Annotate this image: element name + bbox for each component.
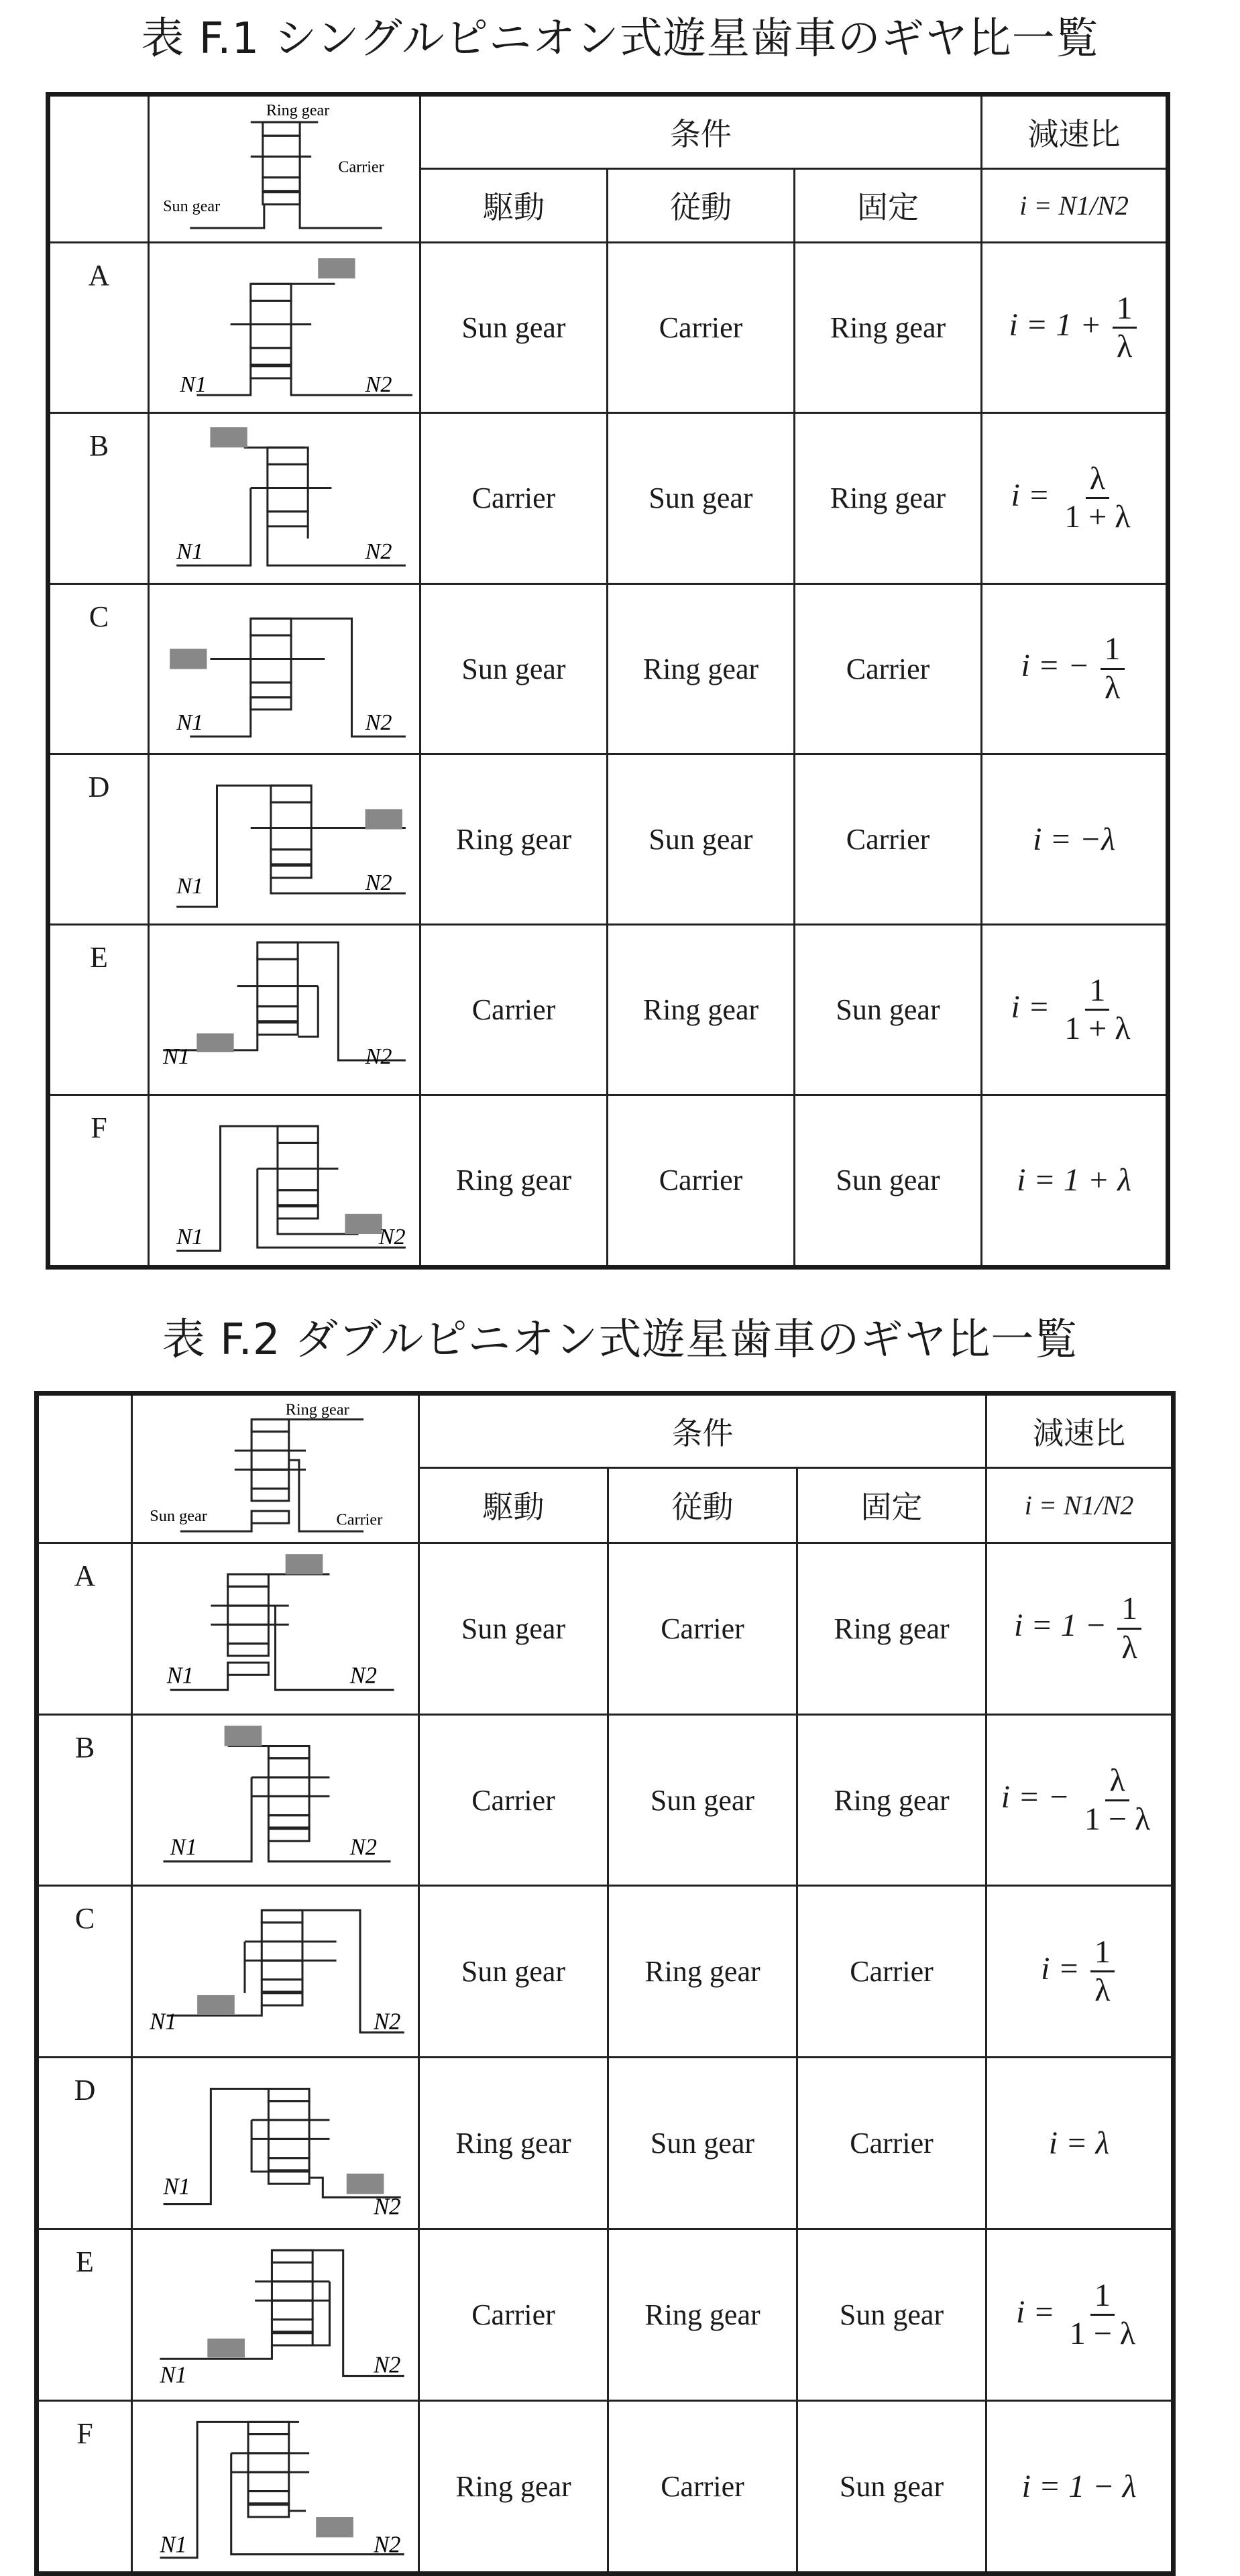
fixed-cell: Carrier (797, 2058, 987, 2229)
gear-diagram (150, 1096, 419, 1264)
ratio-formula: i = $\frac{1}{\lambda}$ (987, 1886, 1174, 2058)
n1-label: N1 (180, 372, 207, 398)
driven-cell: Ring gear (608, 1886, 797, 2058)
table-row (37, 1886, 1174, 2058)
fixed-cell: Ring gear (797, 1543, 987, 1714)
driven-cell: Sun gear (608, 1714, 797, 1886)
gear-diagram-cell (132, 1886, 419, 2058)
n2-label: N2 (365, 1044, 392, 1070)
row-label: B (48, 413, 149, 583)
n1-label: N1 (160, 2532, 187, 2559)
row-label: C (37, 1886, 132, 2058)
driven-cell: Sun gear (608, 413, 795, 583)
conditions-header: 条件 (419, 1394, 987, 1468)
table-row (37, 1543, 1174, 1714)
fixed-element-marker (207, 2339, 245, 2357)
drive-cell: Ring gear (419, 2401, 608, 2574)
driven-header: 従動 (608, 168, 795, 243)
n1-label: N1 (170, 1834, 197, 1860)
gear-diagram-cell (132, 2229, 419, 2401)
drive-cell: Carrier (419, 2229, 608, 2401)
fixed-header: 固定 (795, 168, 982, 243)
table-row (48, 583, 1168, 754)
fixed-cell: Ring gear (795, 243, 982, 413)
ratio-formula: i = $\frac{1}{1 + \lambda}$ (982, 925, 1168, 1095)
n1-label: N1 (150, 2009, 177, 2035)
table-row (48, 925, 1168, 1095)
table1-title: 表 F.1 シングルピニオン式遊星歯車のギヤ比一覧 (141, 14, 1099, 64)
driven-cell: Carrier (608, 1095, 795, 1267)
legend-sun-label: Sun gear (150, 1507, 207, 1526)
gear-diagram-cell (149, 754, 420, 924)
gear-diagram-cell (149, 583, 420, 754)
n2-label: N2 (365, 372, 392, 398)
fixed-element-marker (365, 809, 402, 829)
drive-cell: Sun gear (419, 1886, 608, 2058)
drive-cell: Sun gear (420, 583, 608, 754)
n1-label: N1 (176, 1225, 204, 1250)
fixed-header: 固定 (797, 1468, 987, 1543)
gear-diagram (133, 1887, 418, 2056)
double-pinion-gear-table (34, 1391, 1176, 2576)
drive-cell: Carrier (420, 925, 608, 1095)
drive-cell: Carrier (419, 1714, 608, 1886)
row-label: F (37, 2401, 132, 2574)
fixed-element-marker (197, 1995, 235, 2014)
fixed-element-marker (170, 649, 207, 669)
planetary-legend-diagram (150, 97, 419, 241)
driven-cell: Ring gear (608, 2229, 797, 2401)
driven-cell: Carrier (608, 243, 795, 413)
fixed-element-marker (286, 1554, 323, 1574)
gear-diagram-cell (149, 925, 420, 1095)
n1-label: N1 (176, 539, 204, 565)
fixed-element-marker (316, 2517, 353, 2537)
gear-diagram-cell (149, 243, 420, 413)
fixed-cell: Sun gear (795, 1095, 982, 1267)
gear-diagram-cell (149, 1095, 420, 1267)
ratio-formula: i = − $\frac{1}{\lambda}$ (982, 583, 1168, 754)
n1-label: N1 (166, 1662, 194, 1688)
n2-label: N2 (374, 2194, 401, 2221)
gear-diagram-cell (132, 2058, 419, 2229)
table-row (48, 1095, 1168, 1267)
gear-diagram (150, 414, 419, 582)
gear-diagram (133, 1544, 418, 1714)
corner-cell (37, 1394, 132, 1543)
n2-label: N2 (365, 539, 392, 565)
legend-ring-label: Ring gear (285, 1400, 349, 1419)
corner-cell (48, 95, 149, 243)
n2-label: N2 (349, 1834, 377, 1860)
driven-cell: Ring gear (608, 925, 795, 1095)
gear-diagram (150, 585, 419, 753)
driven-cell: Sun gear (608, 2058, 797, 2229)
ratio-formula: i = 1 + $\frac{1}{\lambda}$ (982, 243, 1168, 413)
ratio-formula: i = − $\frac{\lambda}{1 - \lambda}$ (987, 1714, 1174, 1886)
fixed-cell: Carrier (795, 583, 982, 754)
table-row (37, 2229, 1174, 2401)
gear-diagram-cell (132, 2401, 419, 2574)
drive-cell: Ring gear (419, 2058, 608, 2229)
driven-cell: Ring gear (608, 583, 795, 754)
drive-cell: Sun gear (419, 1543, 608, 1714)
table2-title: 表 F.2 ダブルピニオン式遊星歯車のギヤ比一覧 (162, 1315, 1078, 1365)
gear-diagram (133, 2058, 418, 2228)
gear-diagram (150, 243, 419, 412)
ratio-definition: i = N1/N2 (987, 1468, 1174, 1543)
n1-label: N1 (176, 710, 204, 735)
row-label: C (48, 583, 149, 754)
table-row (48, 413, 1168, 583)
n1-label: N1 (163, 2174, 190, 2200)
single-pinion-gear-table (46, 92, 1170, 1270)
ratio-header: 減速比 (982, 95, 1168, 169)
ratio-formula: i = λ (987, 2058, 1174, 2229)
table-row (48, 243, 1168, 413)
legend-sun-label: Sun gear (163, 197, 221, 215)
driven-cell: Carrier (608, 2401, 797, 2574)
gear-diagram (133, 2230, 418, 2400)
drive-cell: Ring gear (420, 1095, 608, 1267)
row-label: F (48, 1095, 149, 1267)
row-label: B (37, 1714, 132, 1886)
n2-label: N2 (374, 2532, 401, 2559)
drive-header: 駆動 (419, 1468, 608, 1543)
fixed-cell: Ring gear (797, 1714, 987, 1886)
table-row (37, 2058, 1174, 2229)
row-label: A (37, 1543, 132, 1714)
fixed-element-marker (210, 427, 247, 447)
n2-label: N2 (365, 870, 392, 895)
table-row (48, 754, 1168, 924)
n2-label: N2 (378, 1225, 406, 1250)
gear-diagram (150, 755, 419, 923)
row-label: E (37, 2229, 132, 2401)
fixed-cell: Sun gear (795, 925, 982, 1095)
ratio-formula: i = $\frac{\lambda}{1 + \lambda}$ (982, 413, 1168, 583)
drive-cell: Sun gear (420, 243, 608, 413)
fixed-element-marker (347, 2174, 384, 2194)
driven-cell: Carrier (608, 1543, 797, 1714)
legend-ring-label: Ring gear (266, 102, 330, 120)
fixed-cell: Sun gear (797, 2401, 987, 2574)
drive-header: 駆動 (420, 168, 608, 243)
fixed-cell: Sun gear (797, 2229, 987, 2401)
gear-diagram (133, 1716, 418, 1885)
ratio-formula: i = 1 + λ (982, 1095, 1168, 1267)
ratio-formula: i = $\frac{1}{1 - \lambda}$ (987, 2229, 1174, 2401)
fixed-cell: Carrier (795, 754, 982, 924)
driven-cell: Sun gear (608, 754, 795, 924)
conditions-header: 条件 (420, 95, 982, 169)
n1-label: N1 (176, 873, 204, 899)
gear-diagram (150, 926, 419, 1094)
legend-carrier-label: Carrier (338, 158, 384, 176)
ratio-definition: i = N1/N2 (982, 168, 1168, 243)
table-row (37, 1714, 1174, 1886)
drive-cell: Ring gear (420, 754, 608, 924)
n1-label: N1 (163, 1044, 190, 1070)
row-label: E (48, 925, 149, 1095)
n2-label: N2 (374, 2352, 401, 2378)
table-row (37, 2401, 1174, 2574)
legend-diagram (132, 1394, 419, 1543)
fixed-element-marker (196, 1033, 233, 1052)
row-label: D (37, 2058, 132, 2229)
ratio-formula: i = −λ (982, 754, 1168, 924)
planetary-legend-diagram (133, 1396, 418, 1542)
gear-diagram-cell (132, 1714, 419, 1886)
fixed-cell: Carrier (797, 1886, 987, 2058)
legend-carrier-label: Carrier (336, 1510, 383, 1529)
legend-diagram (149, 95, 420, 243)
n2-label: N2 (365, 710, 392, 735)
fixed-element-marker (318, 258, 355, 278)
drive-cell: Carrier (420, 413, 608, 583)
n2-label: N2 (349, 1662, 377, 1688)
fixed-cell: Ring gear (795, 413, 982, 583)
ratio-formula: i = 1 − λ (987, 2401, 1174, 2574)
gear-diagram-cell (149, 413, 420, 583)
gear-diagram (133, 2402, 418, 2571)
n1-label: N1 (160, 2363, 187, 2389)
ratio-header: 減速比 (987, 1394, 1174, 1468)
gear-diagram-cell (132, 1543, 419, 1714)
row-label: D (48, 754, 149, 924)
fixed-element-marker (345, 1214, 382, 1234)
fixed-element-marker (225, 1726, 262, 1746)
ratio-formula: i = 1 − $\frac{1}{\lambda}$ (987, 1543, 1174, 1714)
n2-label: N2 (374, 2009, 401, 2035)
driven-header: 従動 (608, 1468, 797, 1543)
row-label: A (48, 243, 149, 413)
